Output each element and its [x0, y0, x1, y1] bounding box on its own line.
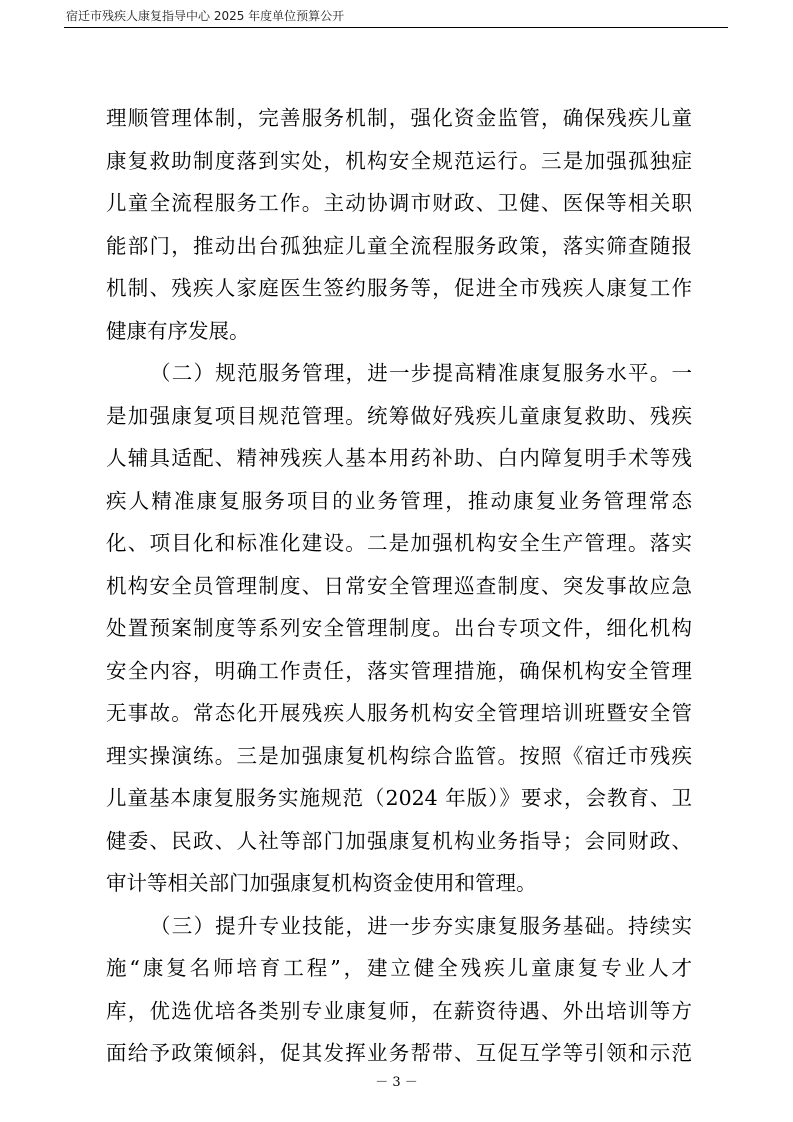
- paragraph-1-line-1: 理顺管理体制，完善服务机制，强化资金监管，确保残疾儿童: [106, 106, 692, 130]
- paragraph-2-line-4: 疾人精准康复服务项目的业务管理，推动康复业务管理常态: [106, 489, 692, 513]
- paragraph-3-line-1: （三）提升专业技能，进一步夯实康复服务基础。持续实: [150, 914, 692, 938]
- paragraph-1-line-4: 能部门，推动出台孤独症儿童全流程服务政策，落实筛查随报: [106, 234, 692, 258]
- paragraph-2-line-2: 是加强康复项目规范管理。统筹做好残疾儿童康复救助、残疾: [106, 404, 692, 428]
- paragraph-2-line-3: 人辅具适配、精神残疾人基本用药补助、白内障复明手术等残: [106, 446, 692, 470]
- paragraph-1-line-2: 康复救助制度落到实处，机构安全规范运行。三是加强孤独症: [106, 149, 692, 173]
- paragraph-1-line-5: 机制、残疾人家庭医生签约服务等，促进全市残疾人康复工作: [106, 276, 692, 300]
- paragraph-1-line-3: 儿童全流程服务工作。主动协调市财政、卫健、医保等相关职: [106, 191, 692, 215]
- paragraph-2-line-7: 处置预案制度等系列安全管理制度。出台专项文件，细化机构: [106, 616, 692, 640]
- paragraph-3-line-2: 施“康复名师培育工程”，建立健全残疾儿童康复专业人才: [106, 956, 692, 980]
- paragraph-3-line-3: 库，优选优培各类别专业康复师，在薪资待遇、外出培训等方: [106, 999, 692, 1023]
- paragraph-2-line-11: 儿童基本康复服务实施规范（2024 年版）》要求，会教育、卫: [106, 786, 692, 810]
- paragraph-2-line-13: 审计等相关部门加强康复机构资金使用和管理。: [106, 871, 537, 895]
- paragraph-2-line-6: 机构安全员管理制度、日常安全管理巡查制度、突发事故应急: [106, 574, 692, 598]
- paragraph-2-line-5: 化、项目化和标准化建设。二是加强机构安全生产管理。落实: [106, 531, 692, 555]
- paragraph-2-line-8: 安全内容，明确工作责任，落实管理措施，确保机构安全管理: [106, 659, 692, 683]
- page-number: － 3 －: [375, 1075, 418, 1090]
- paragraph-1-line-6: 健康有序发展。: [106, 319, 250, 343]
- paragraph-2-line-12: 健委、民政、人社等部门加强康复机构业务指导；会同财政、: [106, 829, 692, 853]
- paragraph-3-line-4: 面给予政策倾斜，促其发挥业务帮带、互促互学等引领和示范: [106, 1041, 692, 1065]
- paragraph-2-line-10: 理实操演练。三是加强康复机构综合监管。按照《宿迁市残疾: [106, 744, 692, 768]
- running-header: 宿迁市残疾人康复指导中心 2025 年度单位预算公开: [66, 9, 345, 23]
- paragraph-2-line-1: （二）规范服务管理，进一步提高精准康复服务水平。一: [150, 361, 692, 385]
- paragraph-2-line-9: 无事故。常态化开展残疾人服务机构安全管理培训班暨安全管: [106, 701, 692, 725]
